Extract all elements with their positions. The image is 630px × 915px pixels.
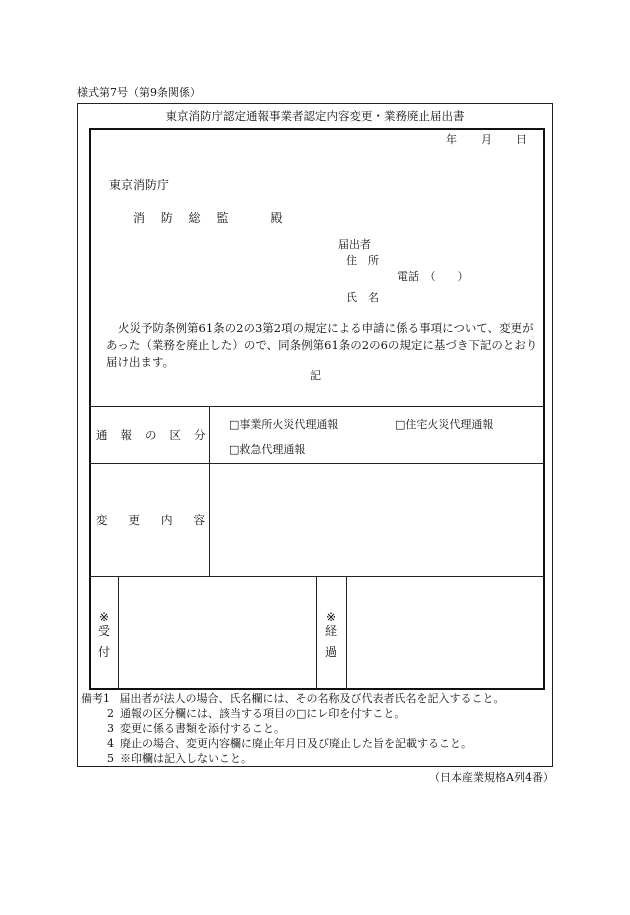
applicant-name-label: 氏 名 [346,291,379,304]
note-number: 2 [107,707,114,720]
receipt-mark-char: ※ [98,610,110,624]
applicant-label: 届出者 [338,238,371,251]
note-number: 5 [107,752,114,765]
note-text: 通報の区分欄には、該当する項目の□にレ印を付すこと。 [120,707,406,720]
note-text: ※印欄は記入しないこと。 [120,752,252,765]
table-line-row3 [89,576,545,577]
note-item [81,736,505,751]
notification-type-label: 通報の区分 [96,428,219,442]
notes-head: 備考 [81,692,103,705]
note-text: 変更に係る書類を添付すること。 [120,722,285,735]
note-text: 届出者が法人の場合、氏名欄には、その名称及び代表者氏名を記入すること。 [119,692,505,705]
progress-char-1: 経 [324,624,337,638]
body-text: 火災予防条例第61条の2の3第2項の規定による申請に係る事項について、変更があった（業務を廃止した）ので、同条例第61条の2の6の規定に基づき下記のとおり届け出ます。 [106,321,538,369]
note-item [81,691,505,706]
note-item [81,751,505,766]
table-divider-receipt-left [118,576,119,690]
addressee-official: 消 防 総 監 殿 [133,211,289,225]
table-divider-progress-left [316,576,317,690]
paper-size-note: （日本産業規格A列4番） [429,771,554,784]
progress-mark-char: ※ [325,610,337,624]
note-number: 4 [107,737,114,750]
receipt-char-1: 受 [97,624,110,638]
note-number: 1 [103,692,110,705]
option-office-fire[interactable]: □事業所火災代理通報 [229,418,339,431]
note-item [81,706,505,721]
applicant-phone-label: 電話 （ ） [397,270,469,283]
change-content-field[interactable] [210,464,544,575]
applicant-address-label: 住 所 [346,254,379,267]
form-number: 様式第7号（第9条関係） [77,86,201,99]
table-line-top [89,406,545,407]
note-number: 3 [107,722,114,735]
form-title: 東京消防庁認定通報事業者認定内容変更・業務廃止届出書 [165,109,465,123]
note-text: 廃止の場合、変更内容欄に廃止年月日及び廃止した旨を記載すること。 [120,737,472,750]
notes-section [81,691,505,766]
table-divider-progress-right [346,576,347,690]
date-day-label: 日 [516,133,527,146]
date-month-label: 月 [481,133,492,146]
note-item [81,721,505,736]
date-year-label: 年 [446,133,457,146]
receipt-char-2: 付 [97,645,110,659]
change-content-label: 変更内容 [96,513,226,527]
option-home-fire[interactable]: □住宅火災代理通報 [395,418,494,431]
addressee-org: 東京消防庁 [109,178,170,192]
progress-char-2: 過 [324,645,337,659]
option-emergency[interactable]: □救急代理通報 [229,443,306,456]
ki-label: 記 [310,369,321,382]
